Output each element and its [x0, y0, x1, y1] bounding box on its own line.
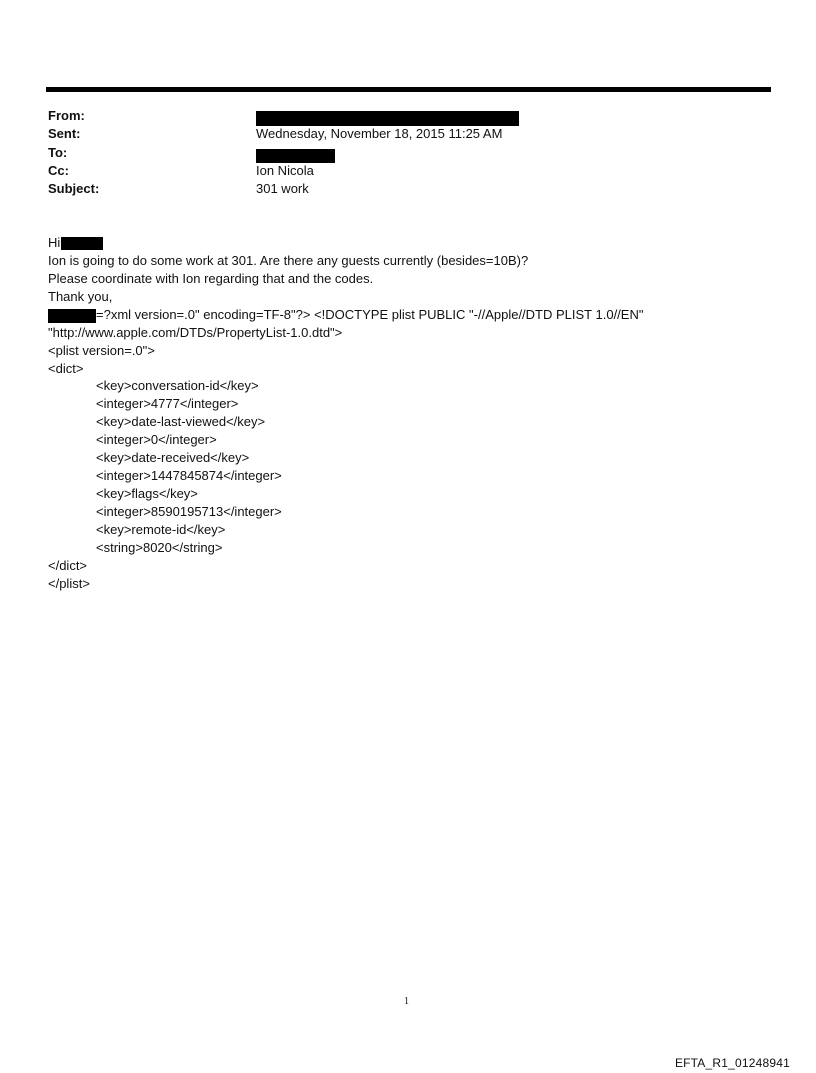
- subject-value: 301 work: [256, 181, 309, 196]
- page-number: 1: [404, 996, 409, 1007]
- message-line-1: Ion is going to do some work at 301. Are there any guests currently (besides=10B)?: [48, 253, 529, 268]
- dict-line: <key>flags</key>: [96, 486, 198, 501]
- dict-line: <integer>4777</integer>: [96, 396, 239, 411]
- dict-line: <key>remote-id</key>: [96, 522, 226, 537]
- greeting-line: [48, 234, 103, 252]
- xml-close-dict: </dict>: [48, 558, 88, 573]
- sent-label: Sent:: [48, 126, 81, 141]
- dict-line: <key>conversation-id</key>: [96, 378, 259, 393]
- from-row: [48, 107, 748, 125]
- dict-line: <integer>1447845874</integer>: [96, 468, 282, 483]
- recipient-name-redacted: [61, 237, 103, 250]
- to-row: [48, 144, 748, 162]
- xml-line-2: "http://www.apple.com/DTDs/PropertyList-1.0.dtd">: [48, 325, 343, 340]
- xml-line-4: <dict>: [48, 361, 84, 376]
- dict-line: <integer>8590195713</integer>: [96, 504, 282, 519]
- xml-close-plist: </plist>: [48, 576, 90, 591]
- cc-label: Cc:: [48, 163, 69, 178]
- cc-row: [48, 162, 748, 180]
- subject-row: [48, 180, 748, 198]
- greeting: Hi: [48, 235, 61, 250]
- to-label: To:: [48, 145, 68, 160]
- dict-line: <key>date-last-viewed</key>: [96, 414, 266, 429]
- header-rule: [46, 87, 771, 92]
- xml-line-3: <plist version=.0">: [48, 343, 155, 358]
- xml-line-1: [48, 306, 643, 324]
- document-id: EFTA_R1_01248941: [674, 1056, 790, 1070]
- sender-name-redacted: [48, 309, 96, 323]
- from-label: From:: [48, 108, 85, 123]
- sent-value: Wednesday, November 18, 2015 11:25 AM: [256, 126, 503, 141]
- xml-declaration: =?xml version=.0" encoding=TF-8"?> <!DOCTYPE plist PUBLIC "-//Apple//DTD PLIST 1.0//EN": [96, 307, 644, 322]
- message-line-2: Please coordinate with Ion regarding that and the codes.: [48, 271, 374, 286]
- sent-row: [48, 125, 748, 143]
- dict-line: <key>date-received</key>: [96, 450, 250, 465]
- message-line-3: Thank you,: [48, 289, 113, 304]
- subject-label: Subject:: [48, 181, 100, 196]
- dict-line: <string>8020</string>: [96, 540, 223, 555]
- cc-value: Ion Nicola: [256, 163, 314, 178]
- dict-line: <integer>0</integer>: [96, 432, 217, 447]
